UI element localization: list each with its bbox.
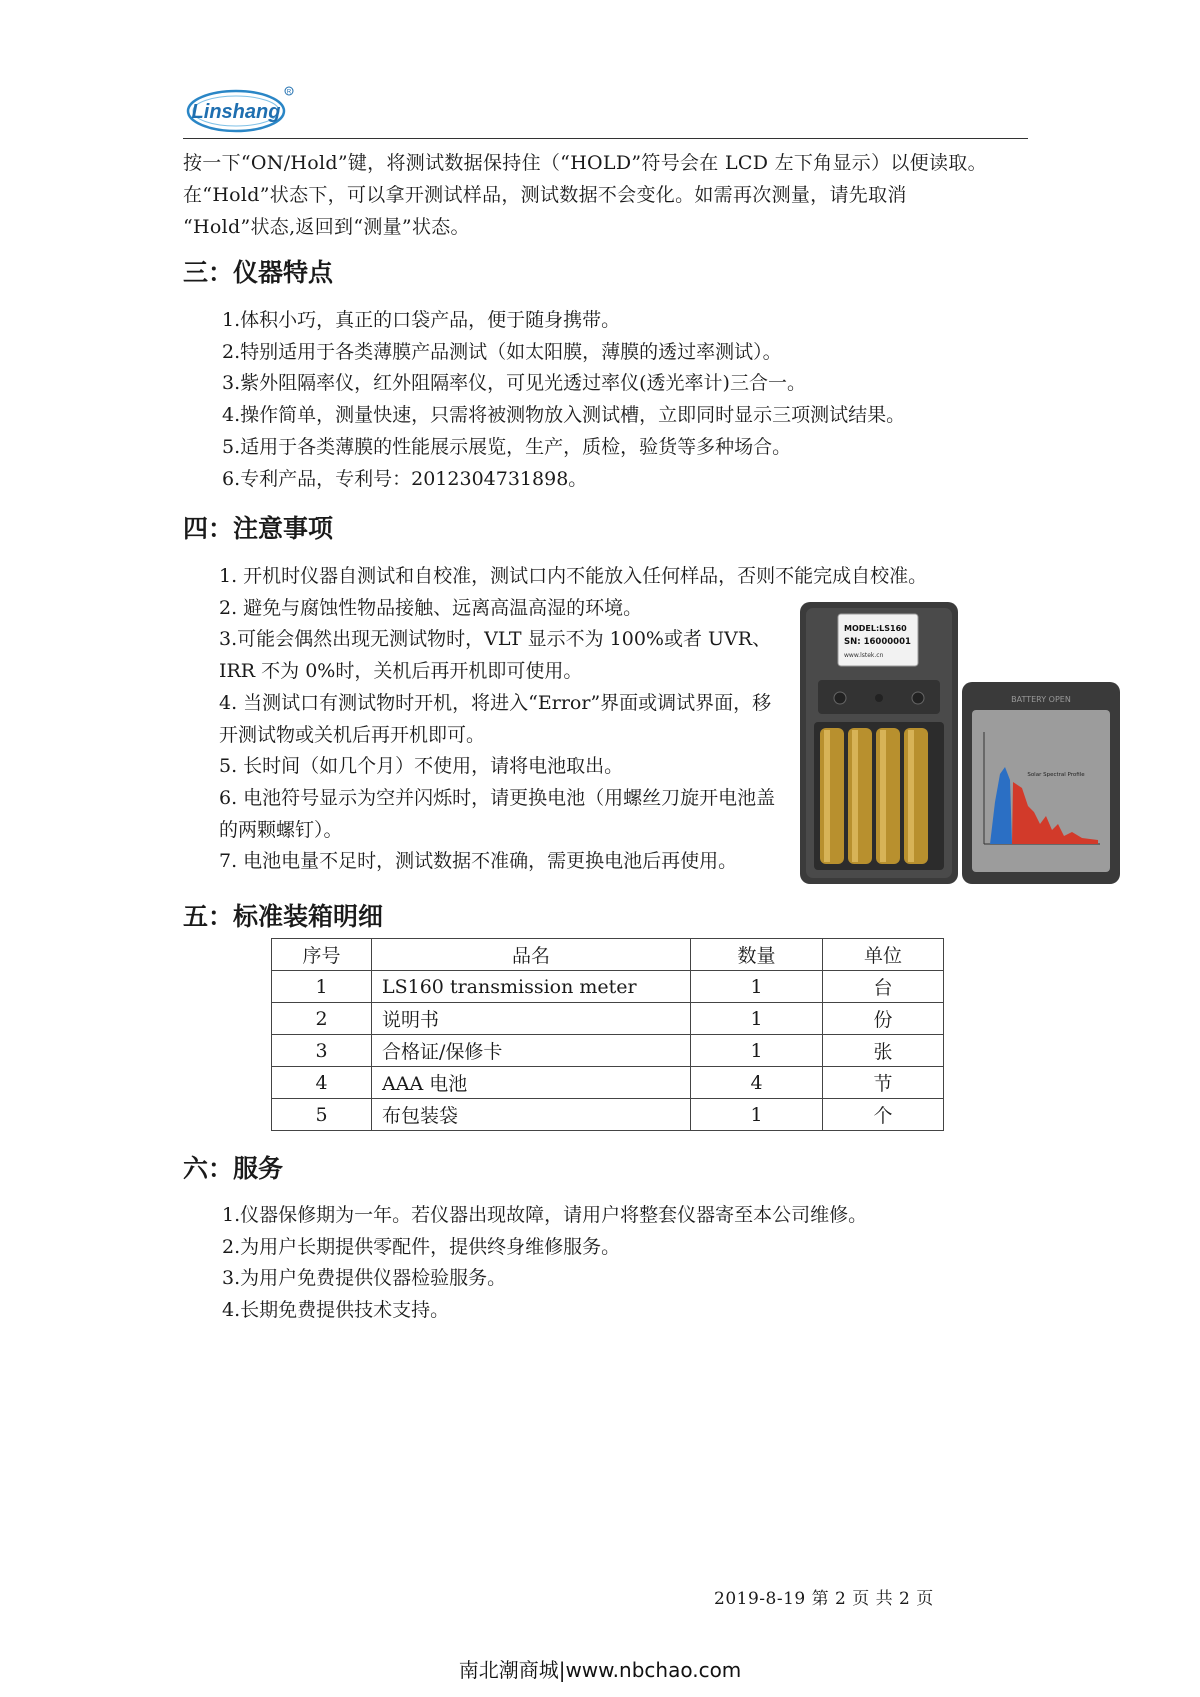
list-item: 1.体积小巧，真正的口袋产品，便于随身携带。 (222, 309, 621, 331)
list-item: 5.适用于各类薄膜的性能展示展览，生产，质检，验货等多种场合。 (222, 435, 792, 458)
col-header: 品名 (372, 939, 691, 971)
cell: 1 (691, 1099, 823, 1131)
cell: 5 (272, 1099, 372, 1131)
intro-line: 在“Hold”状态下，可以拿开测试样品，测试数据不会变化。如需再次测量，请先取消 (183, 184, 907, 206)
model-label: MODEL:LS160 (844, 624, 907, 633)
list-item: 7. 电池电量不足时，测试数据不准确，需更换电池后再使用。 (219, 850, 738, 873)
features-list (222, 305, 905, 495)
cell: 3 (272, 1035, 372, 1067)
cell: 1 (691, 1003, 823, 1035)
cell: 张 (823, 1035, 944, 1067)
table-header-row (272, 939, 944, 971)
device-battery-photo (800, 602, 1120, 884)
list-item: 3.紫外阻隔率仪，红外阻隔率仪，可见光透过率仪(透光率计)三合一。 (222, 372, 806, 395)
table-row (272, 1099, 944, 1131)
serial-label: SN: 16000001 (844, 637, 911, 647)
list-item: 6.专利产品，专利号：2012304731898。 (222, 467, 588, 490)
list-item: 5. 长时间（如几个月）不使用，请将电池取出。 (219, 755, 624, 778)
page-footer: 2019-8-19 第 2 页 共 2 页 (714, 1589, 934, 1609)
list-item: 1. 开机时仪器自测试和自校准，测试口内不能放入任何样品，否则不能完成自校准。 (219, 565, 928, 587)
table-row (272, 1067, 944, 1099)
cell: 节 (823, 1067, 944, 1099)
features-heading: 三：仪器特点 (183, 258, 334, 287)
list-item: 2. 避免与腐蚀性物品接触、远离高温高湿的环境。 (219, 596, 643, 619)
cell: 4 (691, 1067, 823, 1099)
cell: AAA 电池 (372, 1067, 691, 1099)
cell: 个 (823, 1099, 944, 1131)
list-item: 4. 当测试口有测试物时开机，将进入“Error”界面或调试界面，移开测试物或关机后再开机即可。 (219, 691, 772, 746)
intro-paragraph (183, 147, 1033, 243)
packing-heading: 五：标准装箱明细 (183, 902, 384, 931)
cell: 1 (691, 971, 823, 1003)
cell: 1 (272, 971, 372, 1003)
cell: 4 (272, 1067, 372, 1099)
cell: LS160 transmission meter (372, 971, 691, 1003)
cover-text: BATTERY OPEN (1011, 695, 1071, 704)
list-item: 6. 电池符号显示为空并闪烁时，请更换电池（用螺丝刀旋开电池盖的两颗螺钉）。 (219, 786, 776, 841)
cell: 2 (272, 1003, 372, 1035)
list-item: 4.操作简单，测量快速，只需将被测物放入测试槽，立即同时显示三项测试结果。 (222, 404, 906, 427)
col-header: 单位 (823, 939, 944, 971)
service-heading: 六：服务 (183, 1154, 284, 1183)
table-row (272, 971, 944, 1003)
list-item: 3.为用户免费提供仪器检验服务。 (222, 1267, 507, 1290)
col-header: 序号 (272, 939, 372, 971)
cell: 说明书 (372, 1003, 691, 1035)
col-header: 数量 (691, 939, 823, 971)
cell: 台 (823, 971, 944, 1003)
table-row (272, 1035, 944, 1067)
service-list (222, 1200, 867, 1327)
cell: 布包装袋 (372, 1099, 691, 1131)
packing-table (271, 938, 944, 1131)
cell: 1 (691, 1035, 823, 1067)
list-item: 3.可能会偶然出现无测试物时，VLT 显示不为 100%或者 UVR、IRR 不为 0%时，关机后再开机即可使用。 (219, 628, 772, 683)
notes-heading: 四：注意事项 (183, 514, 334, 543)
intro-line: 按一下“ON/Hold”键，将测试数据保持住（“HOLD”符号会在 LCD 左下角显示）以便读取。 (183, 152, 987, 174)
website-label: www.lstek.cn (844, 652, 884, 659)
list-item: 1.仪器保修期为一年。若仪器出现故障，请用户将整套仪器寄至本公司维修。 (222, 1204, 868, 1226)
list-item: 4.长期免费提供技术支持。 (222, 1299, 450, 1322)
header-rule (183, 138, 1028, 139)
cell: 份 (823, 1003, 944, 1035)
chart-title: Solar Spectral Profile (1027, 772, 1085, 778)
site-watermark: 南北潮商城|www.nbchao.com (458, 1658, 742, 1682)
list-item: 2.为用户长期提供零配件，提供终身维修服务。 (222, 1235, 621, 1258)
linshang-logo (186, 84, 296, 136)
logo-text: Linshang (191, 101, 281, 123)
table-row (272, 1003, 944, 1035)
cell: 合格证/保修卡 (372, 1035, 691, 1067)
svg-text:R: R (286, 89, 292, 96)
list-item: 2.特别适用于各类薄膜产品测试（如太阳膜，薄膜的透过率测试）。 (222, 340, 782, 363)
intro-line: “Hold”状态,返回到“测量”状态。 (183, 216, 470, 238)
